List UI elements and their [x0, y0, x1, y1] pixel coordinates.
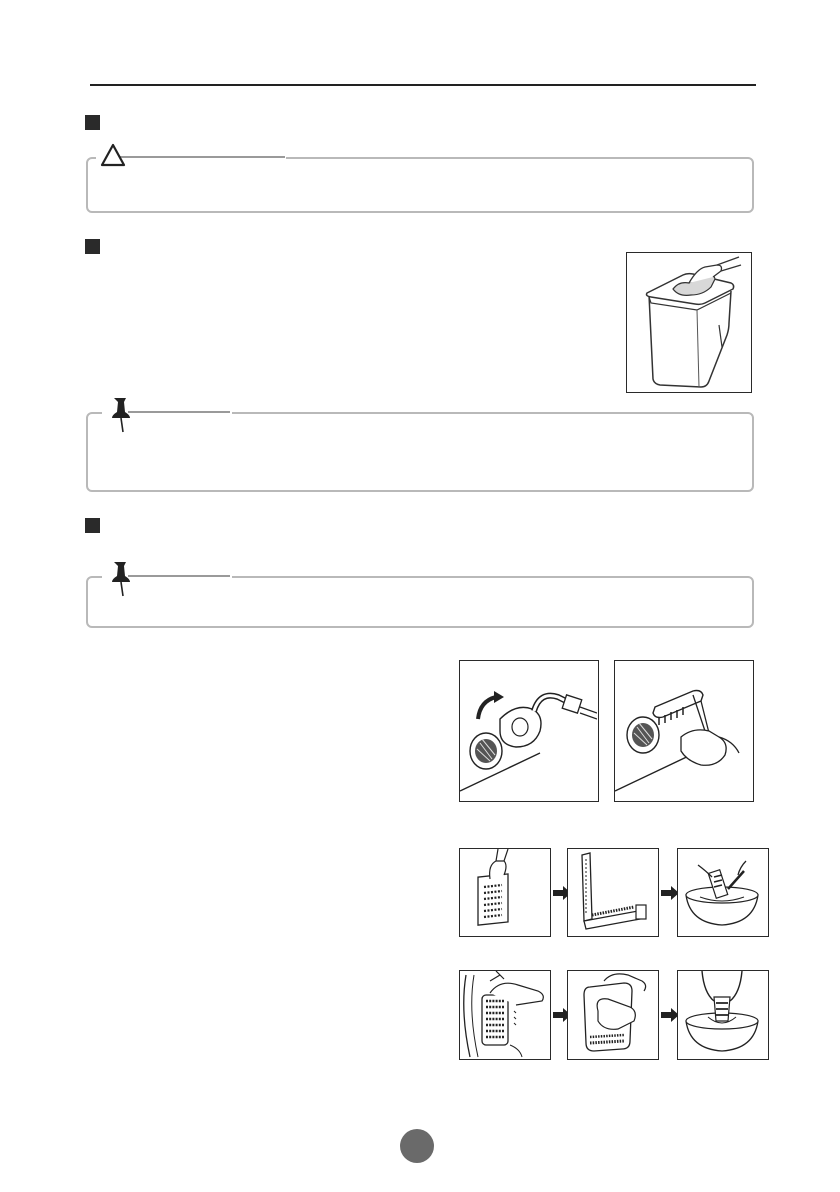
pushpin-icon	[108, 394, 134, 434]
page-number-badge	[400, 1129, 434, 1163]
inlet-hose-removal-figure	[459, 660, 599, 802]
section-marker-3	[85, 518, 100, 533]
filter-brushing-figure	[614, 660, 754, 802]
header-rule	[90, 84, 756, 86]
lint-filter-pull-figure	[459, 970, 551, 1060]
pushpin-icon	[108, 558, 134, 598]
note-2-title-line	[128, 575, 230, 577]
warning-title-line	[120, 156, 285, 158]
section-marker-1	[85, 115, 100, 130]
filter-open-figure	[567, 848, 659, 937]
section-marker-2	[85, 239, 100, 254]
note-1-title-line	[128, 411, 230, 413]
washer-wipe-figure	[626, 252, 752, 393]
filter-pull-figure	[459, 848, 551, 937]
lint-filter-rinse-figure	[677, 970, 769, 1060]
note-box-1	[86, 412, 754, 492]
lint-filter-open-figure	[567, 970, 659, 1060]
warning-triangle-icon	[100, 143, 126, 167]
filter-washing-figure	[677, 848, 769, 937]
